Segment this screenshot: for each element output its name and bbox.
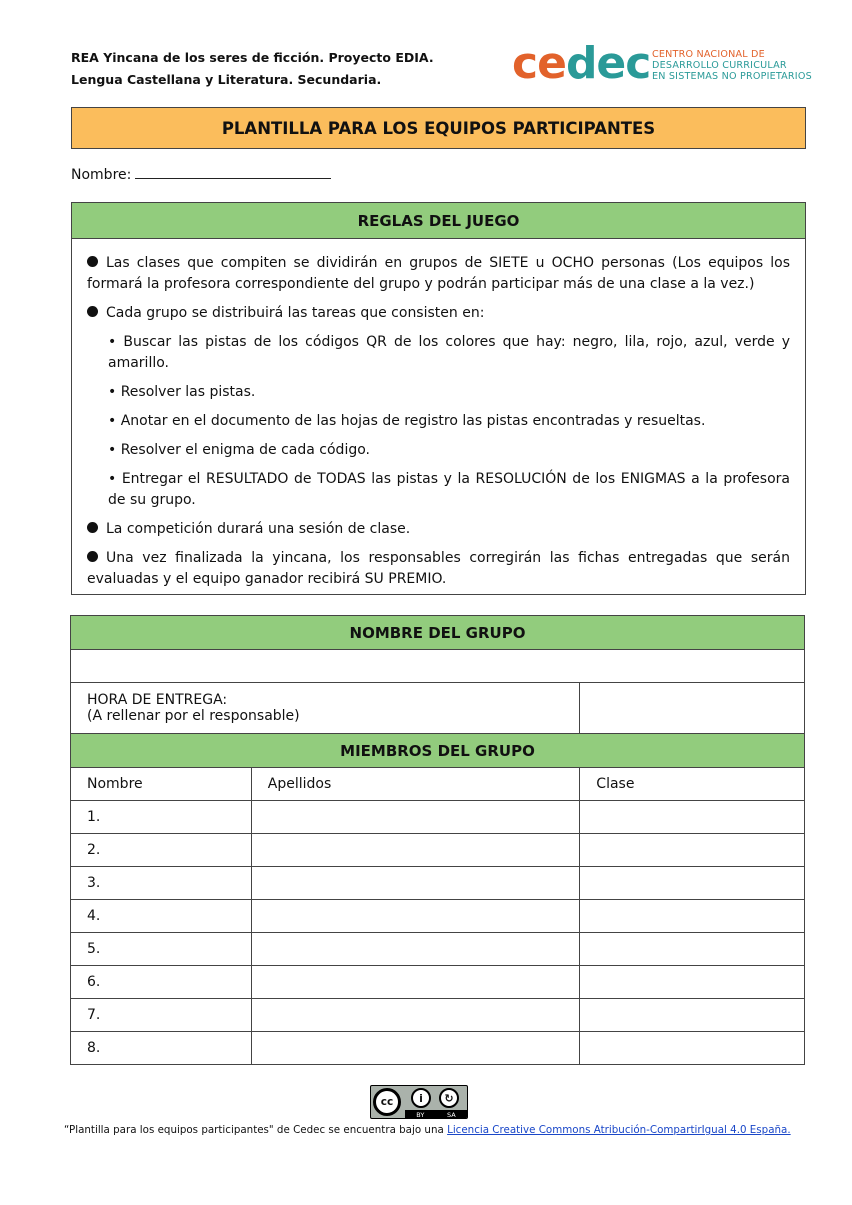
clase-cell[interactable]	[580, 900, 805, 933]
clase-cell[interactable]	[580, 1032, 805, 1065]
clase-cell[interactable]	[580, 999, 805, 1032]
apellidos-cell[interactable]	[251, 867, 580, 900]
license-footer	[64, 1124, 791, 1136]
table-header-row	[71, 768, 805, 801]
rules-box	[71, 202, 806, 595]
table-row	[71, 933, 805, 966]
table-row	[71, 900, 805, 933]
bullet-icon	[87, 256, 98, 267]
apellidos-cell[interactable]	[251, 999, 580, 1032]
rules-body	[72, 239, 805, 590]
header-line-2: Lengua Castellana y Literatura. Secundaria.	[71, 72, 382, 87]
cc-icon: cc	[373, 1088, 401, 1116]
rule-subitem: • Buscar las pistas de los códigos QR de los colores que hay: negro, lila, rojo, azul, verde y amarillo.	[108, 334, 790, 371]
name-field	[71, 165, 331, 183]
table-row	[71, 1032, 805, 1065]
row-number: 2.	[71, 834, 252, 867]
table-row	[71, 999, 805, 1032]
apellidos-cell[interactable]	[251, 801, 580, 834]
apellidos-cell[interactable]	[251, 834, 580, 867]
bullet-icon	[87, 306, 98, 317]
header-line-1: REA Yincana de los seres de ficción. Proyecto EDIA.	[71, 50, 434, 65]
rule-item: Una vez finalizada la yincana, los responsables corregirán las fichas entregadas que serán evaluadas y el equipo ganador recibirá SU PREMIO.	[87, 550, 790, 587]
rule-item: Cada grupo se distribuirá las tareas que consisten en:	[87, 303, 790, 324]
rules-heading: REGLAS DEL JUEGO	[72, 203, 805, 239]
group-table	[70, 615, 805, 1065]
rule-subitem: • Resolver el enigma de cada código.	[108, 442, 370, 458]
apellidos-cell[interactable]	[251, 966, 580, 999]
table-row	[71, 867, 805, 900]
cedec-logo	[512, 40, 812, 90]
row-number: 8.	[71, 1032, 252, 1065]
name-label: Nombre:	[71, 167, 132, 183]
attribution-icon: i	[411, 1088, 431, 1108]
column-header-nombre: Nombre	[71, 768, 252, 801]
badge-strip: BY SA	[405, 1110, 467, 1119]
bullet-icon	[87, 522, 98, 533]
column-header-apellidos: Apellidos	[251, 768, 580, 801]
clase-cell[interactable]	[580, 801, 805, 834]
bullet-icon	[87, 551, 98, 562]
cc-license-badge[interactable]	[370, 1085, 468, 1119]
license-link[interactable]: Licencia Creative Commons Atribución-CompartirIgual 4.0 España.	[447, 1124, 791, 1136]
row-number: 4.	[71, 900, 252, 933]
row-number: 7.	[71, 999, 252, 1032]
members-heading: MIEMBROS DEL GRUPO	[71, 734, 805, 768]
license-text: “Plantilla para los equipos participantes" de Cedec se encuentra bajo una	[64, 1124, 444, 1136]
delivery-time-field[interactable]	[580, 683, 805, 734]
delivery-time-label: HORA DE ENTREGA: (A rellenar por el responsable)	[71, 683, 580, 734]
group-name-heading: NOMBRE DEL GRUPO	[71, 616, 805, 650]
share-alike-icon: ↻	[439, 1088, 459, 1108]
logo-wordmark: cedec	[512, 38, 651, 89]
group-name-field[interactable]	[71, 650, 805, 683]
table-row	[71, 834, 805, 867]
clase-cell[interactable]	[580, 867, 805, 900]
rule-subitem: • Anotar en el documento de las hojas de registro las pistas encontradas y resueltas.	[108, 413, 706, 429]
row-number: 6.	[71, 966, 252, 999]
row-number: 5.	[71, 933, 252, 966]
document-header	[71, 47, 434, 91]
clase-cell[interactable]	[580, 933, 805, 966]
name-blank-line[interactable]	[135, 165, 331, 179]
page-title: PLANTILLA PARA LOS EQUIPOS PARTICIPANTES	[71, 107, 806, 149]
row-number: 3.	[71, 867, 252, 900]
rule-item: Las clases que compiten se dividirán en grupos de SIETE u OCHO personas (Los equipos los formará la profesora correspondiente del grupo y podrán participar más de una clase a la vez.)	[87, 255, 790, 292]
table-row	[71, 801, 805, 834]
logo-subtitle: CENTRO NACIONAL DE DESARROLLO CURRICULAR EN SISTEMAS NO PROPIETARIOS	[652, 49, 812, 82]
apellidos-cell[interactable]	[251, 933, 580, 966]
rule-subitem: • Entregar el RESULTADO de TODAS las pistas y la RESOLUCIÓN de los ENIGMAS a la profesora de su grupo.	[108, 471, 790, 508]
clase-cell[interactable]	[580, 966, 805, 999]
apellidos-cell[interactable]	[251, 1032, 580, 1065]
row-number: 1.	[71, 801, 252, 834]
rule-item: La competición durará una sesión de clase.	[87, 519, 790, 540]
rule-subitem: • Resolver las pistas.	[108, 384, 256, 400]
apellidos-cell[interactable]	[251, 900, 580, 933]
table-row	[71, 966, 805, 999]
clase-cell[interactable]	[580, 834, 805, 867]
column-header-clase: Clase	[580, 768, 805, 801]
